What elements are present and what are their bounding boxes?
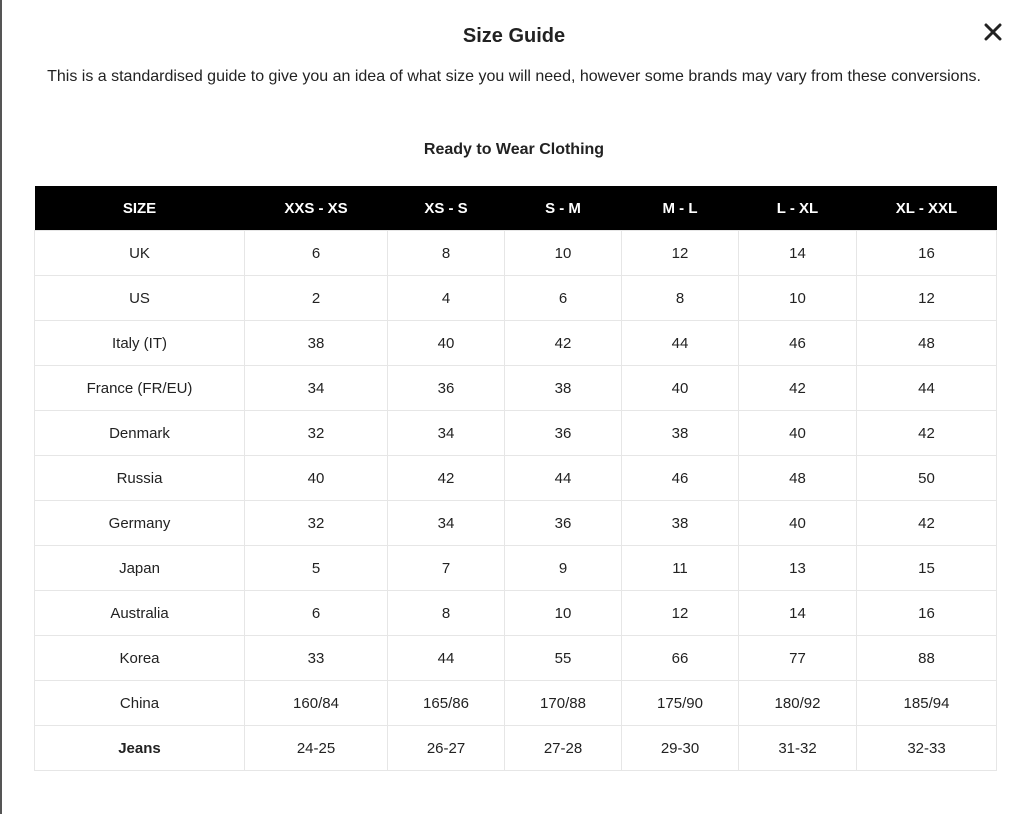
table-header-row bbox=[35, 186, 997, 231]
row-label-cell: Germany bbox=[35, 501, 245, 546]
row-label-cell: Russia bbox=[35, 456, 245, 501]
size-value-cell: 29-30 bbox=[622, 726, 739, 771]
size-value-cell: 36 bbox=[505, 411, 622, 456]
size-value-cell: 15 bbox=[857, 546, 997, 591]
size-value-cell: 31-32 bbox=[739, 726, 857, 771]
header-cell: L - XL bbox=[739, 186, 857, 231]
size-value-cell: 180/92 bbox=[739, 681, 857, 726]
size-value-cell: 46 bbox=[739, 321, 857, 366]
size-value-cell: 165/86 bbox=[388, 681, 505, 726]
size-value-cell: 50 bbox=[857, 456, 997, 501]
row-label-cell: UK bbox=[35, 231, 245, 276]
size-value-cell: 40 bbox=[739, 411, 857, 456]
size-value-cell: 160/84 bbox=[245, 681, 388, 726]
size-value-cell: 14 bbox=[739, 231, 857, 276]
row-label-cell: Denmark bbox=[35, 411, 245, 456]
size-value-cell: 42 bbox=[388, 456, 505, 501]
table-row bbox=[35, 321, 997, 366]
table-body bbox=[35, 231, 997, 771]
row-label-cell: Jeans bbox=[35, 726, 245, 771]
size-value-cell: 27-28 bbox=[505, 726, 622, 771]
size-value-cell: 12 bbox=[857, 276, 997, 321]
size-table bbox=[34, 186, 997, 771]
size-value-cell: 12 bbox=[622, 591, 739, 636]
size-value-cell: 77 bbox=[739, 636, 857, 681]
table-row bbox=[35, 501, 997, 546]
size-value-cell: 170/88 bbox=[505, 681, 622, 726]
size-value-cell: 10 bbox=[505, 591, 622, 636]
size-value-cell: 44 bbox=[622, 321, 739, 366]
size-value-cell: 13 bbox=[739, 546, 857, 591]
size-value-cell: 55 bbox=[505, 636, 622, 681]
size-value-cell: 6 bbox=[505, 276, 622, 321]
size-value-cell: 5 bbox=[245, 546, 388, 591]
size-value-cell: 2 bbox=[245, 276, 388, 321]
table-row bbox=[35, 456, 997, 501]
size-value-cell: 6 bbox=[245, 231, 388, 276]
size-value-cell: 7 bbox=[388, 546, 505, 591]
header-cell: S - M bbox=[505, 186, 622, 231]
size-value-cell: 16 bbox=[857, 231, 997, 276]
size-value-cell: 12 bbox=[622, 231, 739, 276]
size-value-cell: 46 bbox=[622, 456, 739, 501]
table-row bbox=[35, 726, 997, 771]
size-value-cell: 16 bbox=[857, 591, 997, 636]
row-label-cell: Australia bbox=[35, 591, 245, 636]
size-value-cell: 24-25 bbox=[245, 726, 388, 771]
size-value-cell: 4 bbox=[388, 276, 505, 321]
section-title: Ready to Wear Clothing bbox=[423, 141, 605, 158]
size-value-cell: 34 bbox=[245, 366, 388, 411]
size-value-cell: 44 bbox=[505, 456, 622, 501]
size-value-cell: 10 bbox=[505, 231, 622, 276]
table-row bbox=[35, 231, 997, 276]
size-value-cell: 44 bbox=[388, 636, 505, 681]
table-row bbox=[35, 681, 997, 726]
size-value-cell: 38 bbox=[505, 366, 622, 411]
size-value-cell: 36 bbox=[388, 366, 505, 411]
intro-text: This is a standardised guide to give you an idea of what size you will need, however some brands may vary from these conversions. bbox=[47, 68, 981, 85]
modal-title: Size Guide bbox=[462, 25, 566, 47]
size-value-cell: 32 bbox=[245, 501, 388, 546]
size-value-cell: 88 bbox=[857, 636, 997, 681]
size-value-cell: 33 bbox=[245, 636, 388, 681]
row-label-cell: Italy (IT) bbox=[35, 321, 245, 366]
size-value-cell: 42 bbox=[505, 321, 622, 366]
table-row bbox=[35, 411, 997, 456]
size-value-cell: 9 bbox=[505, 546, 622, 591]
table-row bbox=[35, 636, 997, 681]
size-value-cell: 10 bbox=[739, 276, 857, 321]
size-value-cell: 26-27 bbox=[388, 726, 505, 771]
size-value-cell: 38 bbox=[622, 501, 739, 546]
size-value-cell: 38 bbox=[245, 321, 388, 366]
size-value-cell: 34 bbox=[388, 501, 505, 546]
row-label-cell: Japan bbox=[35, 546, 245, 591]
row-label-cell: China bbox=[35, 681, 245, 726]
size-value-cell: 8 bbox=[388, 591, 505, 636]
size-value-cell: 8 bbox=[388, 231, 505, 276]
size-value-cell: 42 bbox=[857, 411, 997, 456]
row-label-cell: Korea bbox=[35, 636, 245, 681]
size-value-cell: 8 bbox=[622, 276, 739, 321]
size-value-cell: 40 bbox=[245, 456, 388, 501]
row-label-cell: France (FR/EU) bbox=[35, 366, 245, 411]
size-value-cell: 40 bbox=[622, 366, 739, 411]
row-label-cell: US bbox=[35, 276, 245, 321]
size-value-cell: 185/94 bbox=[857, 681, 997, 726]
size-value-cell: 38 bbox=[622, 411, 739, 456]
size-value-cell: 42 bbox=[857, 501, 997, 546]
table-row bbox=[35, 591, 997, 636]
size-value-cell: 34 bbox=[388, 411, 505, 456]
header-cell: SIZE bbox=[35, 186, 245, 231]
size-value-cell: 175/90 bbox=[622, 681, 739, 726]
size-value-cell: 14 bbox=[739, 591, 857, 636]
size-value-cell: 36 bbox=[505, 501, 622, 546]
table-row bbox=[35, 276, 997, 321]
header-cell: XXS - XS bbox=[245, 186, 388, 231]
header-cell: XS - S bbox=[388, 186, 505, 231]
size-value-cell: 40 bbox=[388, 321, 505, 366]
size-value-cell: 11 bbox=[622, 546, 739, 591]
table-row bbox=[35, 366, 997, 411]
size-value-cell: 44 bbox=[857, 366, 997, 411]
size-value-cell: 66 bbox=[622, 636, 739, 681]
size-value-cell: 42 bbox=[739, 366, 857, 411]
size-value-cell: 32 bbox=[245, 411, 388, 456]
header-cell: M - L bbox=[622, 186, 739, 231]
size-value-cell: 40 bbox=[739, 501, 857, 546]
header-cell: XL - XXL bbox=[857, 186, 997, 231]
size-value-cell: 48 bbox=[857, 321, 997, 366]
size-value-cell: 48 bbox=[739, 456, 857, 501]
size-value-cell: 6 bbox=[245, 591, 388, 636]
size-value-cell: 32-33 bbox=[857, 726, 997, 771]
table-row bbox=[35, 546, 997, 591]
